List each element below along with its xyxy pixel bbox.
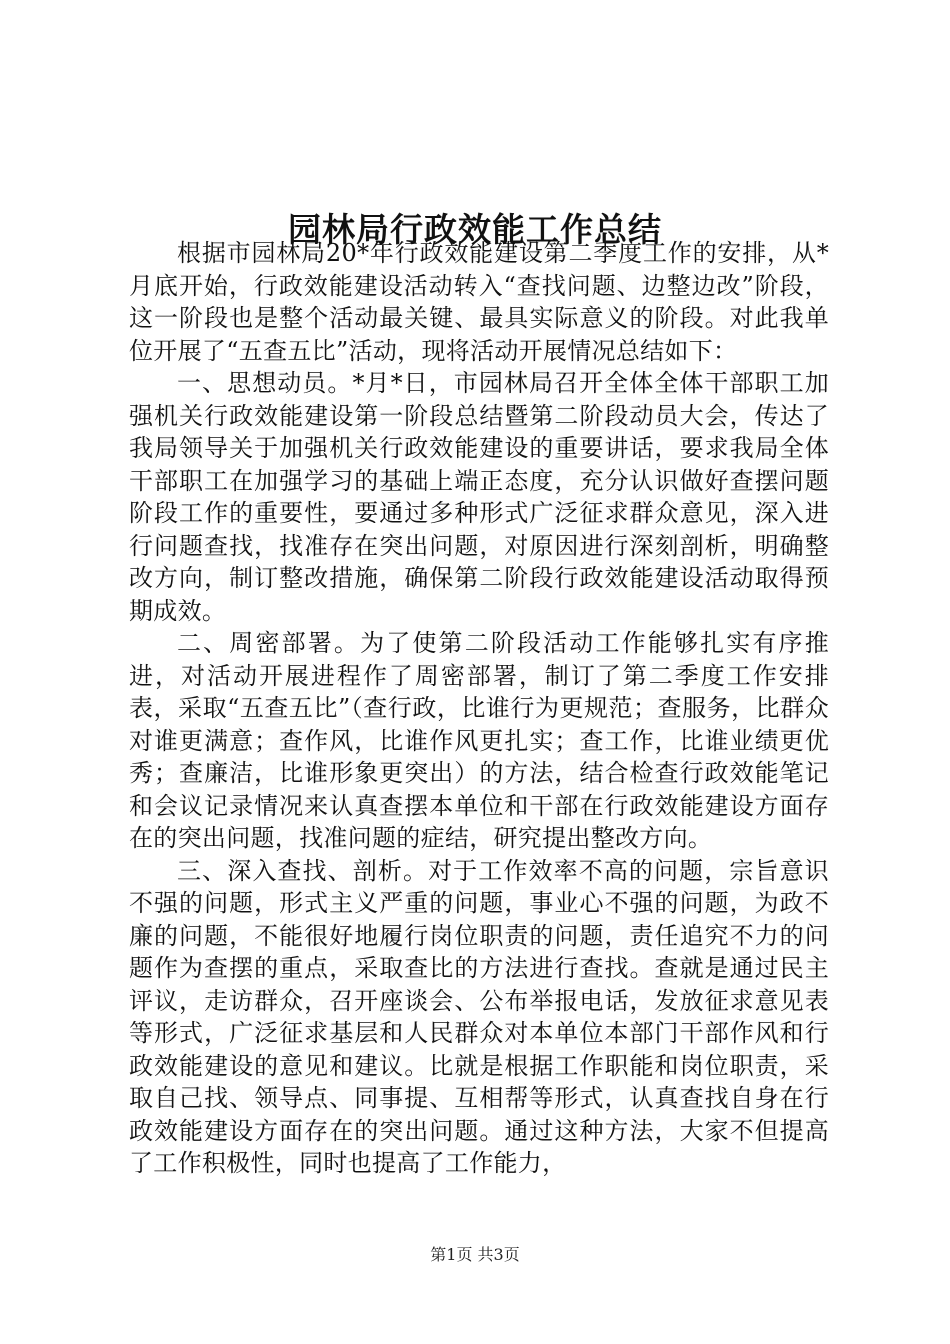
paragraph-section-3: 三、深入查找、剖析。对于工作效率不高的问题，宗旨意识不强的问题，形式主义严重的问题，事业心不强的问题，为政不廉的问题，不能很好地履行岗位职责的问题，责任追究不力的问题作为查摆的重点，采取查比的方法进行查找。查就是通过民主评议，走访群众，召开座谈会、公布举报电话，发放征求意见表等形式，广泛征求基层和人民群众对本单位本部门干部作风和行政效能建设的意见和建议。比就是根据工作职能和岗位职责，采取自己找、领导点、同事提、互相帮等形式，认真查找自身在行政效能建设方面存在的突出问题。通过这种方法，大家不但提高了工作积极性，同时也提高了工作能力， bbox=[129, 856, 829, 1177]
document-body bbox=[129, 237, 829, 1180]
paragraph-section-1: 一、思想动员。*月*日，市园林局召开全体全体干部职工加强机关行政效能建设第一阶段总结暨第二阶段动员大会，传达了我局领导关于加强机关行政效能建设的重要讲话，要求我局全体干部职工在加强学习的基础上端正态度，充分认识做好查摆问题阶段工作的重要性，要通过多种形式广泛征求群众意见，深入进行问题查找，找准存在突出问题，对原因进行深刻剖析，明确整改方向，制订整改措施，确保第二阶段行政效能建设活动取得预期成效。 bbox=[129, 369, 829, 625]
paragraph-intro: 根据市园林局20*年行政效能建设第二季度工作的安排，从*月底开始，行政效能建设活动转入“查找问题、边整边改”阶段，这一阶段也是整个活动最关键、最具实际意义的阶段。对此我单位开展了“五查五比”活动，现将活动开展情况总结如下： bbox=[129, 239, 829, 365]
page-number-footer: 第1页 共3页 bbox=[430, 1245, 520, 1264]
paragraph-section-2: 二、周密部署。为了使第二阶段活动工作能够扎实有序推进，对活动开展进程作了周密部署，制订了第二季度工作安排表，采取“五查五比”（查行政，比谁行为更规范；查服务，比群众对谁更满意；查作风，比谁作风更扎实；查工作，比谁业绩更优秀；查廉洁，比谁形象更突出）的方法，结合检查行政效能笔记和会议记录情况来认真查摆本单位和干部在行政效能建设方面存在的突出问题，找准问题的症结，研究提出整改方向。 bbox=[129, 629, 829, 852]
document-title: 园林局行政效能工作总结 bbox=[288, 210, 662, 250]
